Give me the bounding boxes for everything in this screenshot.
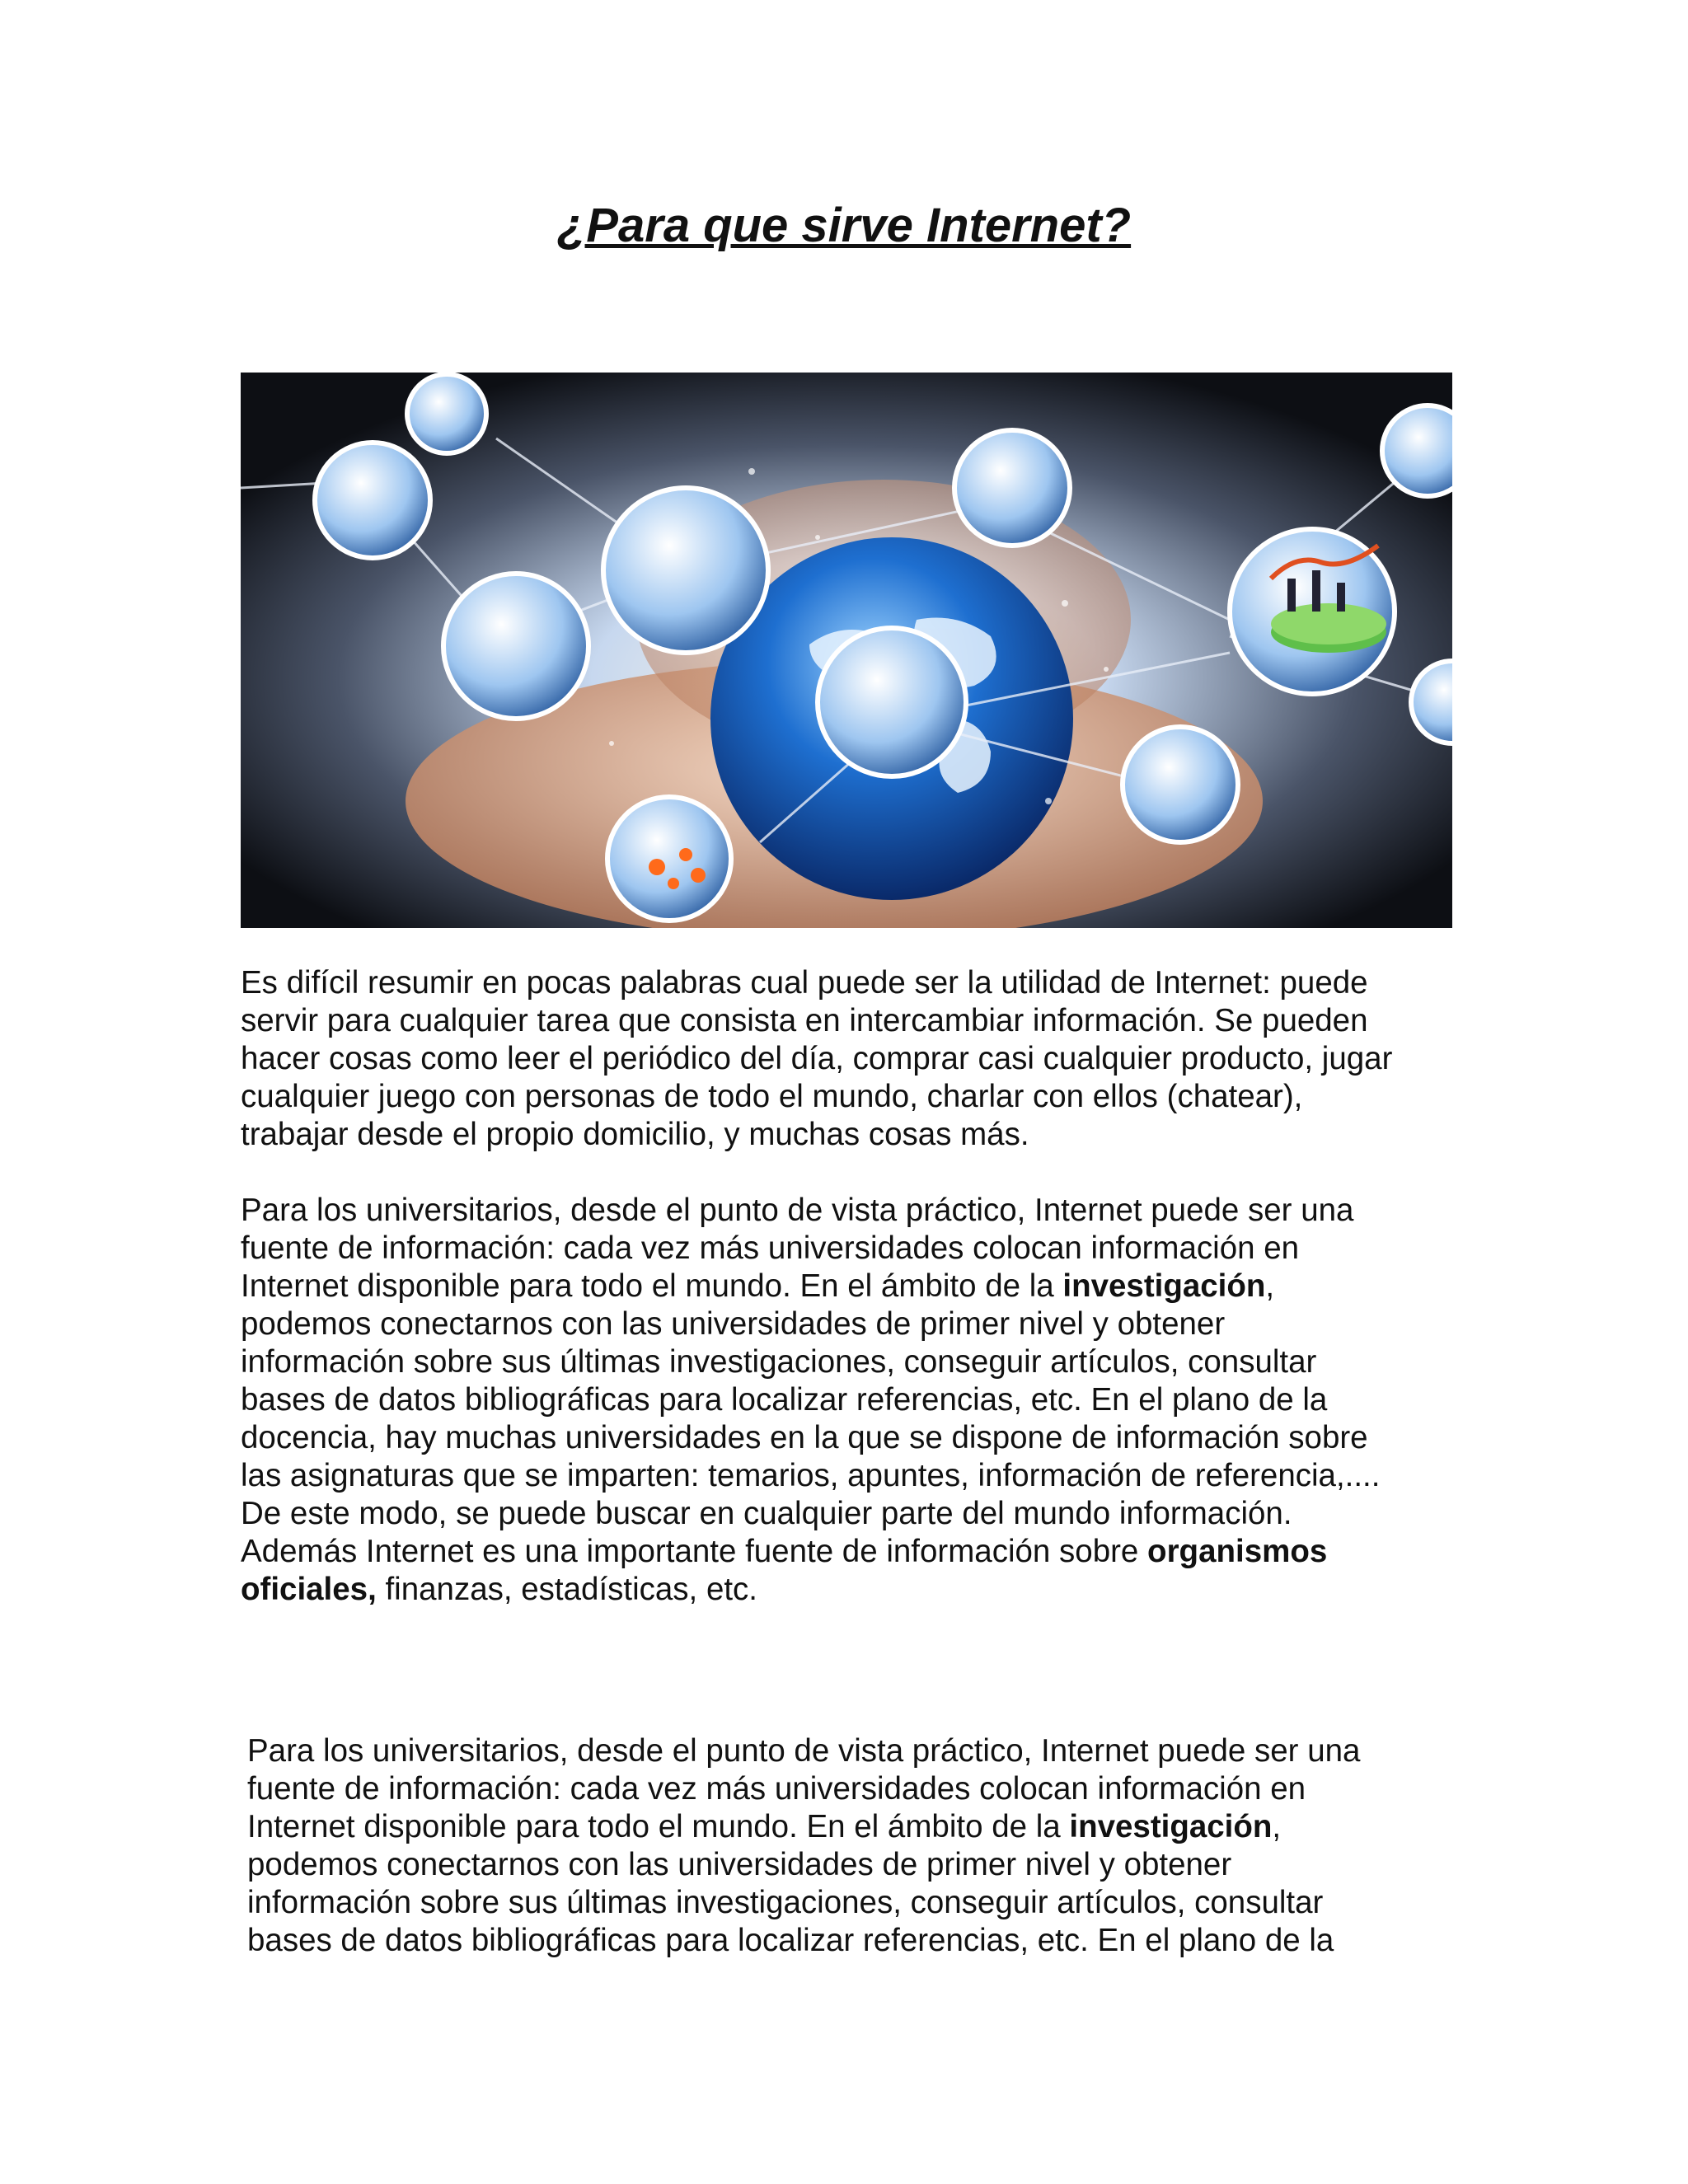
text-run: información sobre sus últimas investigaciones, conseguir artículos, consultar [241,1344,1317,1380]
text-run: información sobre sus últimas investigaciones, conseguir artículos, consultar [247,1885,1324,1920]
paragraph-line [241,1002,1461,1040]
text-run: hacer cosas como leer el periódico del día, comprar casi cualquier producto, jugar [241,1041,1393,1076]
paragraph-line [241,1078,1461,1116]
text-run: bases de datos bibliográficas para localizar referencias, etc. En el plano de la [247,1923,1334,1958]
paragraph-line [241,1571,1461,1609]
bold-text: organismos [1147,1534,1328,1569]
paragraph-line [241,1268,1461,1305]
bold-text: investigación [1069,1809,1273,1844]
text-run: trabajar desde el propio domicilio, y muchas cosas más. [241,1117,1029,1152]
text-run: finanzas, estadísticas, etc. [376,1572,758,1607]
paragraph-line [247,1846,1467,1884]
text-run: Para los universitarios, desde el punto de vista práctico, Internet puede ser una [241,1193,1354,1228]
page-title: ¿Para que sirve Internet? [556,199,1132,252]
paragraph-line [241,1305,1461,1343]
paragraph-line [241,1533,1461,1571]
paragraph-line [241,1230,1461,1268]
text-run: docencia, hay muchas universidades en la que se dispone de información sobre [241,1420,1368,1455]
text-run: fuente de información: cada vez más universidades colocan información en [247,1771,1306,1807]
paragraph-line [247,1808,1467,1846]
text-run: podemos conectarnos con las universidades de primer nivel y obtener [247,1847,1232,1882]
text-run: fuente de información: cada vez más universidades colocan información en [241,1230,1300,1266]
text-run: Para los universitarios, desde el punto de vista práctico, Internet puede ser una [247,1733,1361,1769]
bold-text: investigación [1062,1268,1266,1304]
paragraph-line [241,1381,1461,1419]
paragraph-line [241,1040,1461,1078]
text-run: Es difícil resumir en pocas palabras cual puede ser la utilidad de Internet: puede [241,965,1368,1001]
bold-text: oficiales, [241,1572,377,1607]
paragraph-line [241,1192,1461,1230]
paragraph-line [241,1495,1461,1533]
text-run: servir para cualquier tarea que consista en intercambiar información. Se pueden [241,1003,1368,1038]
paragraph-line [241,1116,1461,1154]
paragraph-line [241,1457,1461,1495]
paragraph-line [247,1884,1467,1922]
text-run: las asignaturas que se imparten: temarios, apuntes, información de referencia,.... [241,1458,1381,1493]
paragraph-line [241,1343,1461,1381]
paragraph-line [247,1922,1467,1960]
hero-image-internet-globe [241,373,1452,928]
text-run: podemos conectarnos con las universidades de primer nivel y obtener [241,1306,1226,1342]
paragraph-uses [241,964,1461,1154]
paragraph-line [241,1419,1461,1457]
text-run: cualquier juego con personas de todo el mundo, charlar con ellos (chatear), [241,1079,1303,1114]
paragraph-line [247,1732,1467,1770]
paragraph-line [241,964,1461,1002]
text-run: Internet disponible para todo el mundo. En el ámbito de la [241,1268,1063,1304]
paragraph-line [247,1770,1467,1808]
text-run: Internet disponible para todo el mundo. En el ámbito de la [247,1809,1070,1844]
text-run: , [1272,1809,1282,1844]
text-run: Además Internet es una importante fuente de información sobre [241,1534,1148,1569]
text-run: , [1265,1268,1275,1304]
paragraph-university-repeat [247,1732,1467,1960]
text-run: De este modo, se puede buscar en cualquier parte del mundo información. [241,1496,1292,1531]
text-run: bases de datos bibliográficas para localizar referencias, etc. En el plano de la [241,1382,1328,1418]
paragraph-university [241,1192,1461,1609]
